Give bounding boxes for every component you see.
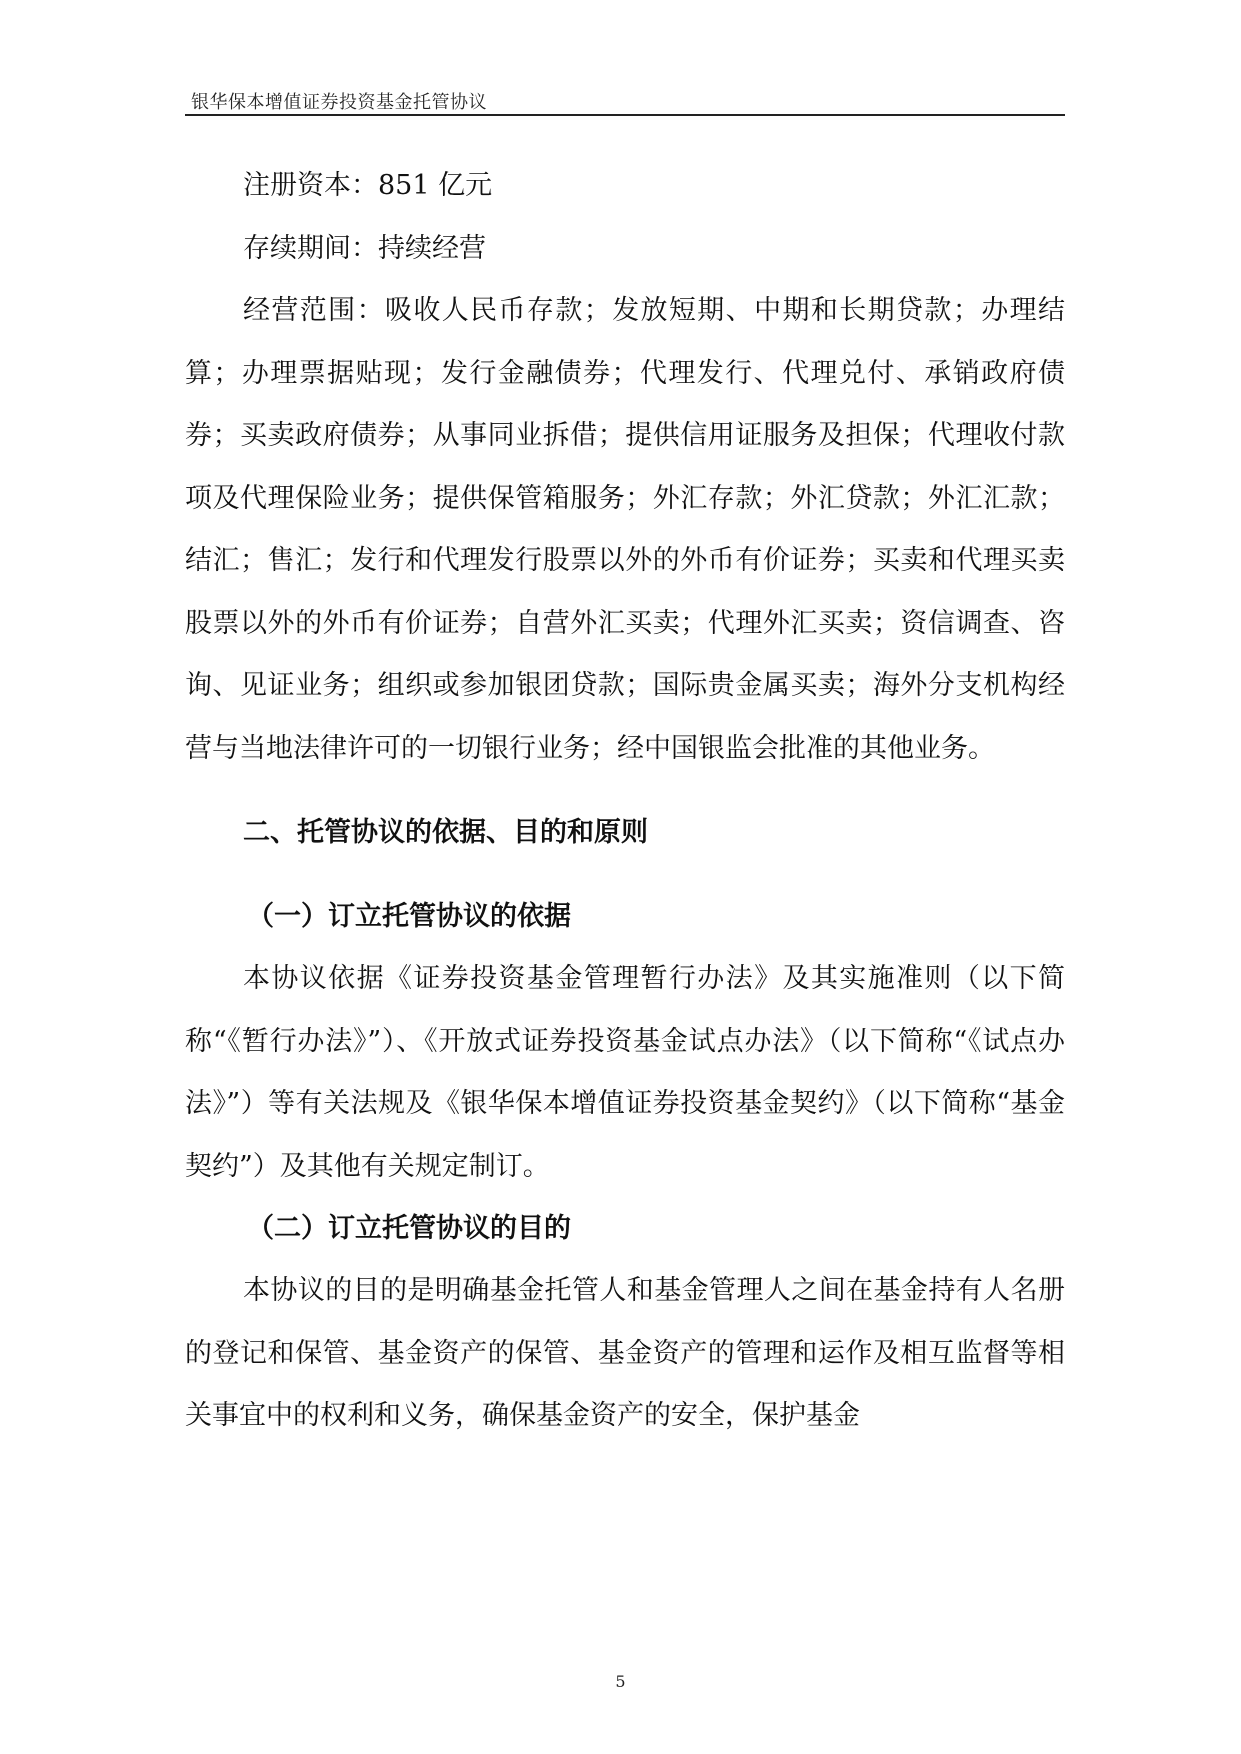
basis-paragraph: 本协议依据《证券投资基金管理暂行办法》及其实施准则（以下简称“《暂行办法》”）、《开放式证券投资基金试点办法》（以下简称“《试点办法》”）等有关法规及《银华保本增值证券投资基金契约》（以下简称“基金契约”）及其他有关规定制订。 (185, 963, 1065, 1182)
subsection-heading-purpose: （二）订立托管协议的目的 (247, 1213, 571, 1244)
registered-capital-paragraph: 注册资本：851 亿元 (243, 170, 493, 201)
duration-paragraph: 存续期间：持续经营 (243, 232, 486, 264)
section-heading: 二、托管协议的依据、目的和原则 (243, 817, 648, 848)
purpose-paragraph: 本协议的目的是明确基金托管人和基金管理人之间在基金持有人名册的登记和保管、基金资产的保管、基金资产的管理和运作及相互监督等相关事宜中的权利和义务，确保基金资产的安全，保护基金 (185, 1275, 1065, 1431)
document-body (185, 155, 1065, 1448)
header-title: 银华保本增值证券投资基金托管协议 (191, 92, 487, 113)
page-header (185, 86, 1065, 116)
page-number: 5 (615, 1672, 626, 1691)
business-scope-paragraph: 经营范围：吸收人民币存款；发放短期、中期和长期贷款；办理结算；办理票据贴现；发行金融债券；代理发行、代理兑付、承销政府债券；买卖政府债券；从事同业拆借；提供信用证服务及担保；代理收付款项及代理保险业务；提供保管箱服务；外汇存款；外汇贷款；外汇汇款；结汇；售汇；发行和代理发行股票以外的外币有价证券；买卖和代理买卖股票以外的外币有价证券；自营外汇买卖；代理外汇买卖；资信调查、咨询、见证业务；组织或参加银团贷款；国际贵金属买卖；海外分支机构经营与当地法律许可的一切银行业务；经中国银监会批准的其他业务。 (185, 295, 1065, 764)
subsection-heading-basis: （一）订立托管协议的依据 (247, 901, 571, 932)
